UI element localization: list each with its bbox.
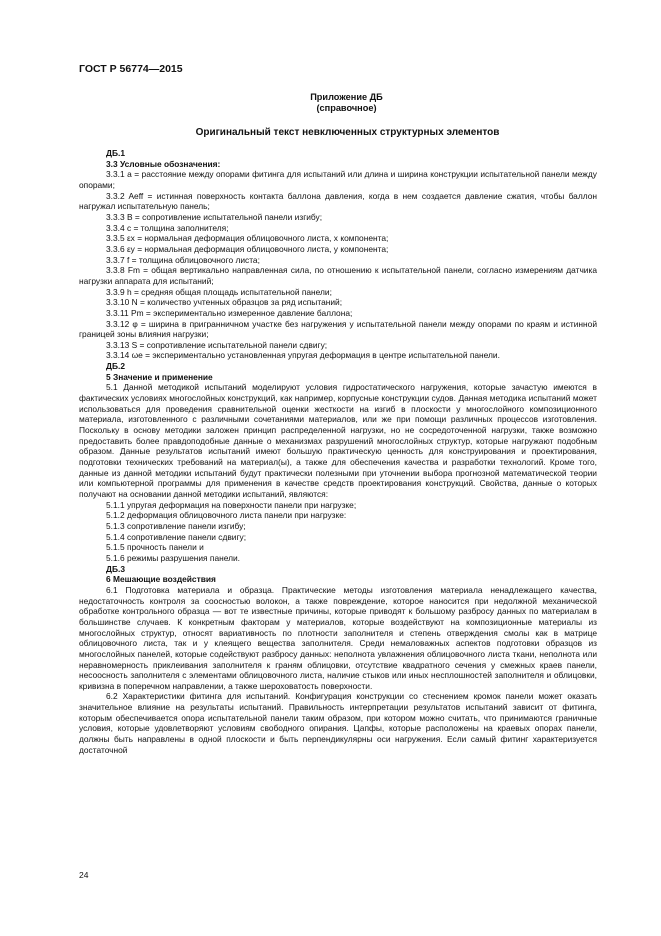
section-heading-significance: 5 Значение и применение [106, 371, 213, 382]
notation-item: 3.3.12 φ = ширина в пригранничном участке без нагружения у испытательной панели между опорами по краям и истинной границей зоны влияния нагрузки; [79, 318, 597, 340]
fixture-paragraph: 6.2 Характеристики фитинга для испытаний. Конфигурация конструкции со стеснением кромок панели может оказать значительное влияние на результаты испытаний. Правильность интерпретации результатов испытаний зависит от фитинга, которым обеспечивается опора испытательной панели таким образом, при котором можно считать, что принимаются граничные условия, которые удовлетворяют условиям свободного опирания. Цапфы, которые расположены на краевых опорах панели, должны быть направлены в одной плоскости и быть перпендикулярны оси нагружения. Если самый фитинг характеризуется достаточной [79, 691, 597, 755]
significance-paragraph: 5.1 Данной методикой испытаний моделируют условия гидростатического нагружения, которые зачастую имеются в фактических условиях многослойных конструкций, как например, корпусные конструкции судов. Данная методика испытаний может использоваться для проведения сравнительной оценки жесткости на изгиб в плоскости у многослойного композиционного материала, изготовленного с различными сочетаниями материалов, или же при помощи различных процессов изготовления. Поскольку в основу методики заложен принцип распределенной нагрузки, но не сосредоточенной нагрузки, также возможно предоставить более правдоподобные данные о механизмах разрушений многослойных структур, которые нагружают подобным образом. Данные результатов испытаний имеют большую практическую ценность для конструирования и проектирования, подготовки технических требований на материал(ы), а также для обеспечения качества и разработки технологий. Кроме того, данные из данной методики испытаний будут практически полезными при уточнении выбора прогнозной математической теории или компьютерной программы для применения в качестве средств проектирования конструкций. Свойства, данные о которых получают на основании данной методики испытаний, являются: [79, 382, 597, 499]
notation-item: 3.3.4 c = толщина заполнителя; [106, 222, 229, 233]
property-item: 5.1.3 сопротивление панели изгибу; [106, 520, 246, 531]
notation-item: 3.3.2 Aeff = истинная поверхность контакта баллона давления, когда в нем создается давление сжатия, чтобы баллон нагружал испытательную панель; [79, 190, 597, 212]
document-title: Оригинальный текст невключенных структурных элементов [195, 127, 500, 138]
appendix-title: Приложение ДБ [310, 92, 383, 102]
notation-item: 3.3.11 Pm = экспериментально измеренное давление баллона; [106, 307, 353, 318]
notation-item: 3.3.7 f = толщина облицовочного листа; [106, 254, 260, 265]
notation-item: 3.3.10 N = количество учтенных образцов за ряд испытаний; [106, 297, 343, 308]
appendix-subtitle: (справочное) [316, 103, 377, 113]
property-item: 5.1.4 сопротивление панели сдвигу; [106, 531, 247, 542]
notation-item: 3.3.5 εx = нормальная деформация облицовочного листа, x компонента; [106, 233, 389, 244]
section-label-db1: ДБ.1 [106, 148, 125, 158]
section-label-db3: ДБ.3 [106, 563, 125, 574]
notation-item: 3.3.14 ωe = экспериментально установленная упругая деформация в центре испытательной панели. [106, 350, 500, 361]
document-code-header: ГОСТ Р 56774—2015 [79, 63, 183, 75]
notation-item: 3.3.8 Fm = общая вертикально направленная сила, по отношению к испытательной панели, согласно измерениям датчика нагрузки аппарата для испытаний; [79, 265, 597, 286]
section-heading-interferences: 6 Мешающие воздействия [106, 574, 216, 585]
document-body [79, 148, 597, 755]
notation-item: 3.3.9 h = средняя общая площадь испытательной панели; [106, 286, 332, 297]
notation-item: 3.3.3 B = сопротивление испытательной панели изгибу; [106, 211, 323, 222]
notation-item: 3.3.1 a = расстояние между опорами фитинга для испытаний или длина и ширина конструкции испытательной панели между опорами; [79, 169, 597, 190]
section-heading-notation: 3.3 Условные обозначения: [106, 158, 221, 169]
property-item: 5.1.5 прочность панели и [106, 542, 204, 553]
property-item: 5.1.6 режимы разрушения панели. [106, 552, 241, 563]
property-item: 5.1.1 упругая деформация на поверхности панели при нагрузке; [106, 499, 357, 510]
page-number: 24 [79, 870, 89, 880]
interferences-paragraph: 6.1 Подготовка материала и образца. Практические методы изготовления материала ненадлежащего качества, недостаточность контроля за соосностью волокон, а также повреждение, которое наносится при недолжной механической обработке контрольного образца — вот те известные причины, которые приводят к большому разбросу данных по материалам в большинстве случаев. К конкретным факторам у материалов, которые воздействуют на композиционные материалы из многослойных структур, относят вариативность по плотности заполнителя и степень отверждения смолы как в матрице облицовочного листа, так и у клеящего вещества заполнителя. Среди немаловажных аспектов подготовки образцов из многослойных панелей, которые содействуют разбросу данных: неполнота увлажнения облицовочного листа ткани, неполнота или неравномерность приклеивания заполнителя к граням облицовки, отсутствие квадратного сечения у смежных краев панели, несоосность заполнителя с элементами облицовочного листа, наличие стыков или иных несплошностей заполнителя и облицовки, кривизна в поперечном направлении, а также шероховатость поверхности. [79, 584, 597, 691]
appendix-heading [0, 92, 661, 114]
notation-item: 3.3.6 εy = нормальная деформация облицовочного листа, y компонента; [106, 243, 389, 254]
section-label-db2: ДБ.2 [106, 361, 125, 372]
property-item: 5.1.2 деформация облицовочного листа панели при нагрузке: [106, 510, 347, 521]
notation-item: 3.3.13 S = сопротивление испытательной панели сдвигу; [106, 339, 328, 350]
